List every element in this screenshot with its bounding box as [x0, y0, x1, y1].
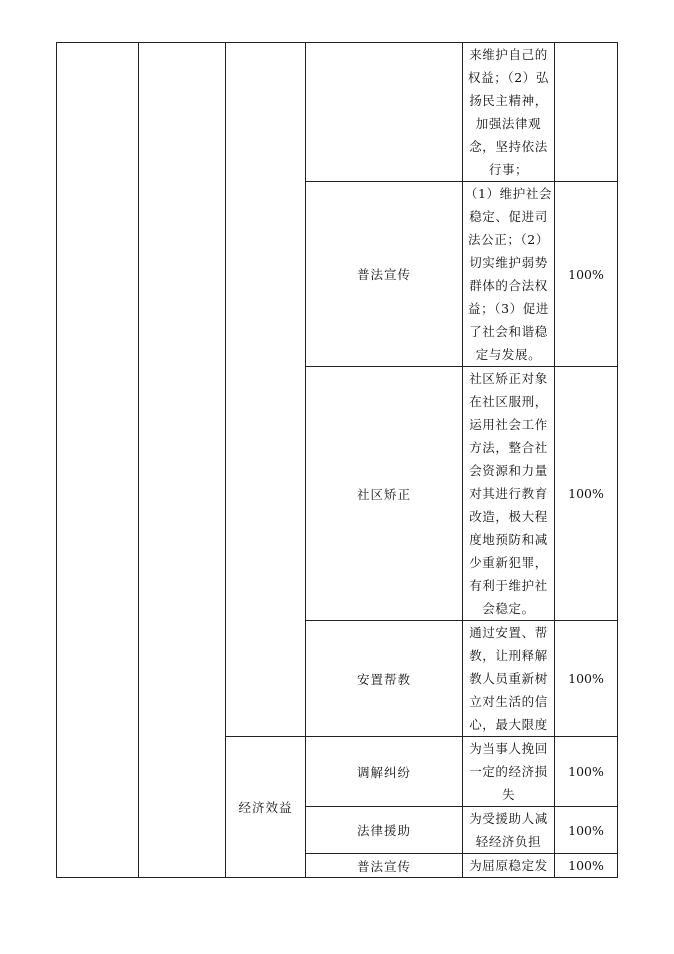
table-row [57, 43, 618, 182]
category-economic-benefit: 经济效益 [226, 737, 306, 878]
third-level-indicator-cell [226, 43, 306, 737]
indicator-name: 法律援助 [306, 807, 463, 854]
first-level-indicator-cell [57, 43, 139, 878]
indicator-value: 100% [555, 854, 618, 878]
indicator-value: 100% [555, 737, 618, 807]
second-level-indicator-cell [139, 43, 226, 878]
indicator-name: 社区矫正 [306, 367, 463, 621]
indicator-description: 为屈原稳定发 [463, 854, 555, 878]
indicator-description: 来维护自己的权益；（2）弘扬民主精神，加强法律观念，坚持依法行事； [463, 43, 555, 182]
indicator-value [555, 43, 618, 182]
indicator-value: 100% [555, 367, 618, 621]
indicator-description: 社区矫正对象在社区服刑，运用社会工作方法，整合社会资源和力量对其进行教育改造，极大程度地预防和减少重新犯罪，有利于维护社会稳定。 [463, 367, 555, 621]
indicator-value: 100% [555, 807, 618, 854]
indicator-description: （1）维护社会稳定、促进司法公正；（2）切实维护弱势群体的合法权益；（3）促进了社会和谐稳定与发展。 [463, 182, 555, 367]
indicator-name: 安置帮教 [306, 621, 463, 737]
indicator-name: 普法宣传 [306, 182, 463, 367]
indicator-value: 100% [555, 621, 618, 737]
performance-table [56, 42, 618, 878]
indicator-value: 100% [555, 182, 618, 367]
indicator-name: 调解纠纷 [306, 737, 463, 807]
indicator-description: 通过安置、帮教，让刑释解教人员重新树立对生活的信心，最大限度 [463, 621, 555, 737]
indicator-name [306, 43, 463, 182]
indicator-description: 为当事人挽回一定的经济损失 [463, 737, 555, 807]
indicator-name: 普法宣传 [306, 854, 463, 878]
indicator-description: 为受援助人减轻经济负担 [463, 807, 555, 854]
